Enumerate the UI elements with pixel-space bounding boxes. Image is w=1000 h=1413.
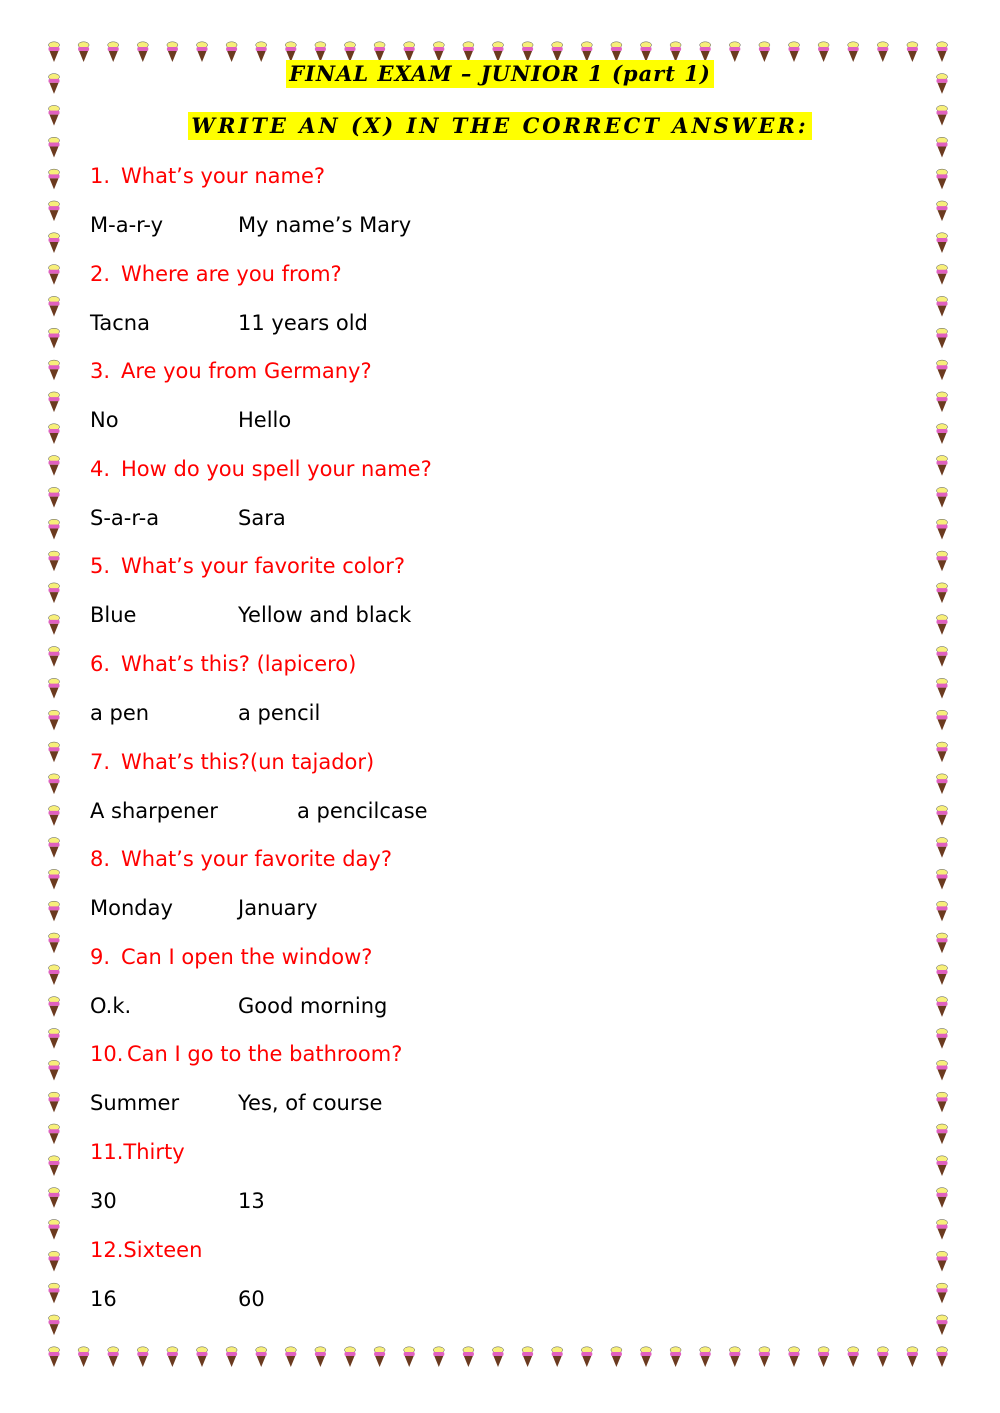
question-text: Sixteen xyxy=(123,1238,203,1262)
question-number: 8. xyxy=(90,847,111,871)
ice-cream-cone-icon xyxy=(374,42,385,62)
ice-cream-cone-icon xyxy=(937,615,948,635)
ice-cream-cone-icon xyxy=(49,328,60,348)
question-5 xyxy=(90,554,405,578)
question-6 xyxy=(90,652,356,676)
ice-cream-cone-icon xyxy=(937,1092,948,1112)
question-number: 9. xyxy=(90,945,111,969)
ice-cream-cone-icon xyxy=(552,42,563,62)
answer-option[interactable]: Blue xyxy=(90,603,137,627)
ice-cream-cone-icon xyxy=(49,838,60,858)
ice-cream-cone-icon xyxy=(49,774,60,794)
ice-cream-cone-icon xyxy=(937,487,948,507)
answer-option[interactable]: Yellow and black xyxy=(238,603,412,627)
ice-cream-cone-icon xyxy=(937,201,948,221)
ice-cream-cone-icon xyxy=(49,1060,60,1080)
ice-cream-cone-icon xyxy=(167,1347,178,1367)
answer-option[interactable]: Monday xyxy=(90,896,173,920)
instruction-text: WRITE AN (X) IN THE CORRECT ANSWER: xyxy=(188,112,811,140)
question-text: Can I go to the bathroom? xyxy=(127,1042,403,1066)
ice-cream-cone-icon xyxy=(937,296,948,316)
ice-cream-cone-icon xyxy=(49,997,60,1017)
ice-cream-cone-icon xyxy=(49,233,60,253)
ice-cream-cone-icon xyxy=(49,678,60,698)
ice-cream-cone-icon xyxy=(49,1315,60,1335)
ice-cream-cone-icon xyxy=(49,296,60,316)
ice-cream-cone-icon xyxy=(818,42,829,62)
ice-cream-cone-icon xyxy=(877,42,888,62)
ice-cream-cone-icon xyxy=(315,1347,326,1367)
question-text: How do you spell your name? xyxy=(121,457,432,481)
ice-cream-cone-icon xyxy=(937,647,948,667)
ice-cream-cone-icon xyxy=(433,1347,444,1367)
answer-option[interactable]: Hello xyxy=(238,408,292,432)
ice-cream-cone-icon xyxy=(404,1347,415,1367)
ice-cream-cone-icon xyxy=(49,1219,60,1239)
answer-option[interactable]: a pencilcase xyxy=(297,799,428,823)
ice-cream-cone-icon xyxy=(937,169,948,189)
ice-cream-cone-icon xyxy=(493,1347,504,1367)
ice-cream-cone-icon xyxy=(937,1188,948,1208)
question-number: 3. xyxy=(90,359,111,383)
ice-cream-cone-icon xyxy=(49,901,60,921)
ice-cream-cone-icon xyxy=(49,1347,60,1367)
ice-cream-cone-icon xyxy=(78,1347,89,1367)
ice-cream-cone-icon xyxy=(49,583,60,603)
ice-cream-cone-icon xyxy=(877,1347,888,1367)
ice-cream-cone-icon xyxy=(937,1315,948,1335)
ice-cream-cone-icon xyxy=(49,806,60,826)
ice-cream-cone-icon xyxy=(49,424,60,444)
ice-cream-cone-icon xyxy=(49,169,60,189)
answer-option[interactable]: S-a-r-a xyxy=(90,506,160,530)
answer-option[interactable]: 60 xyxy=(238,1287,265,1311)
ice-cream-cone-icon xyxy=(937,1060,948,1080)
ice-cream-cone-icon xyxy=(937,869,948,889)
ice-cream-cone-icon xyxy=(256,42,267,62)
ice-cream-cone-icon xyxy=(49,965,60,985)
question-7 xyxy=(90,750,374,774)
question-text: Are you from Germany? xyxy=(121,359,372,383)
ice-cream-cone-icon xyxy=(759,42,770,62)
ice-cream-cone-icon xyxy=(641,1347,652,1367)
ice-cream-cone-icon xyxy=(49,360,60,380)
ice-cream-cone-icon xyxy=(670,1347,681,1367)
ice-cream-cone-icon xyxy=(937,1347,948,1367)
ice-cream-cone-icon xyxy=(522,42,533,62)
ice-cream-cone-icon xyxy=(49,456,60,476)
ice-cream-cone-icon xyxy=(907,42,918,62)
ice-cream-cone-icon xyxy=(256,1347,267,1367)
answer-option[interactable]: My name’s Mary xyxy=(238,213,412,237)
ice-cream-cone-icon xyxy=(197,1347,208,1367)
question-4 xyxy=(90,457,432,481)
answer-option[interactable]: a pen xyxy=(90,701,150,725)
ice-cream-cone-icon xyxy=(49,933,60,953)
ice-cream-cone-icon xyxy=(937,806,948,826)
question-9 xyxy=(90,945,372,969)
ice-cream-cone-icon xyxy=(937,1156,948,1176)
ice-cream-cone-icon xyxy=(345,1347,356,1367)
ice-cream-cone-icon xyxy=(848,1347,859,1367)
ice-cream-cone-icon xyxy=(611,1347,622,1367)
answer-option[interactable]: January xyxy=(238,896,318,920)
question-number: 1. xyxy=(90,164,111,188)
ice-cream-cone-icon xyxy=(49,551,60,571)
question-text: What’s your favorite day? xyxy=(121,847,392,871)
ice-cream-cone-icon xyxy=(937,1251,948,1271)
ice-cream-cone-icon xyxy=(937,551,948,571)
ice-cream-cone-icon xyxy=(937,456,948,476)
ice-cream-cone-icon xyxy=(907,1347,918,1367)
question-2 xyxy=(90,262,342,286)
answer-option[interactable]: A sharpener xyxy=(90,799,218,823)
ice-cream-cone-icon xyxy=(700,1347,711,1367)
ice-cream-cone-icon xyxy=(789,42,800,62)
question-number: 5. xyxy=(90,554,111,578)
ice-cream-cone-icon xyxy=(937,583,948,603)
ice-cream-cone-icon xyxy=(729,1347,740,1367)
question-3 xyxy=(90,359,372,383)
ice-cream-cone-icon xyxy=(463,1347,474,1367)
ice-cream-cone-icon xyxy=(49,1124,60,1144)
ice-cream-cone-icon xyxy=(937,1283,948,1303)
question-number: 2. xyxy=(90,262,111,286)
ice-cream-cone-icon xyxy=(522,1347,533,1367)
answer-option[interactable]: a pencil xyxy=(238,701,321,725)
question-number: 12. xyxy=(90,1238,124,1262)
ice-cream-cone-icon xyxy=(729,42,740,62)
answer-option[interactable]: Good morning xyxy=(238,994,388,1018)
answer-option[interactable]: 30 xyxy=(90,1189,117,1213)
answer-option[interactable]: Summer xyxy=(90,1091,180,1115)
ice-cream-cone-icon xyxy=(374,1347,385,1367)
instruction-row xyxy=(0,112,1000,140)
ice-cream-cone-icon xyxy=(552,1347,563,1367)
ice-cream-cone-icon xyxy=(937,742,948,762)
ice-cream-cone-icon xyxy=(49,1283,60,1303)
ice-cream-cone-icon xyxy=(404,42,415,62)
question-text: What’s this? (lapicero) xyxy=(121,652,357,676)
ice-cream-cone-icon xyxy=(937,42,948,62)
answer-option[interactable]: M-a-r-y xyxy=(90,213,164,237)
question-number: 6. xyxy=(90,652,111,676)
question-10 xyxy=(90,1042,402,1066)
answer-option[interactable]: Tacna xyxy=(90,311,150,335)
ice-cream-cone-icon xyxy=(108,42,119,62)
ice-cream-cone-icon xyxy=(49,1029,60,1049)
question-text: Thirty xyxy=(123,1140,185,1164)
ice-cream-cone-icon xyxy=(49,265,60,285)
ice-cream-cone-icon xyxy=(49,869,60,889)
ice-cream-cone-icon xyxy=(345,42,356,62)
ice-cream-cone-icon xyxy=(581,42,592,62)
answer-option[interactable]: No xyxy=(90,408,119,432)
ice-cream-cone-icon xyxy=(49,392,60,412)
ice-cream-cone-icon xyxy=(49,1156,60,1176)
ice-cream-cone-icon xyxy=(937,265,948,285)
question-text: What’s your favorite color? xyxy=(121,554,406,578)
ice-cream-cone-icon xyxy=(937,933,948,953)
ice-cream-cone-icon xyxy=(937,233,948,253)
ice-cream-cone-icon xyxy=(433,42,444,62)
ice-cream-cone-icon xyxy=(49,201,60,221)
answer-option[interactable]: Sara xyxy=(238,506,286,530)
ice-cream-cone-icon xyxy=(848,42,859,62)
ice-cream-cone-icon xyxy=(493,42,504,62)
ice-cream-cone-icon xyxy=(937,710,948,730)
answer-option[interactable]: Yes, of course xyxy=(238,1091,383,1115)
ice-cream-cone-icon xyxy=(315,42,326,62)
ice-cream-cone-icon xyxy=(937,424,948,444)
ice-cream-cone-icon xyxy=(108,1347,119,1367)
ice-cream-cone-icon xyxy=(937,1219,948,1239)
ice-cream-cone-icon xyxy=(167,42,178,62)
ice-cream-cone-icon xyxy=(789,1347,800,1367)
ice-cream-cone-icon xyxy=(937,678,948,698)
question-11 xyxy=(90,1140,185,1164)
question-number: 4. xyxy=(90,457,111,481)
ice-cream-cone-icon xyxy=(285,1347,296,1367)
ice-cream-cone-icon xyxy=(49,42,60,62)
ice-cream-cone-icon xyxy=(49,1188,60,1208)
question-8 xyxy=(90,847,392,871)
ice-cream-cone-icon xyxy=(49,615,60,635)
ice-cream-cone-icon xyxy=(611,42,622,62)
question-text: Where are you from? xyxy=(121,262,342,286)
ice-cream-cone-icon xyxy=(137,1347,148,1367)
question-text: What’s this?(un tajador) xyxy=(121,750,375,774)
ice-cream-cone-icon xyxy=(937,1029,948,1049)
ice-cream-cone-icon xyxy=(197,42,208,62)
ice-cream-cone-icon xyxy=(937,392,948,412)
ice-cream-cone-icon xyxy=(49,519,60,539)
answer-option[interactable]: 11 years old xyxy=(238,311,368,335)
ice-cream-cone-icon xyxy=(937,519,948,539)
ice-cream-cone-icon xyxy=(937,774,948,794)
ice-cream-cone-icon xyxy=(49,137,60,157)
answer-option[interactable]: 13 xyxy=(238,1189,265,1213)
question-number: 7. xyxy=(90,750,111,774)
answer-option[interactable]: 16 xyxy=(90,1287,117,1311)
ice-cream-cone-icon xyxy=(937,901,948,921)
exam-title-row xyxy=(0,60,1000,88)
ice-cream-cone-icon xyxy=(700,42,711,62)
exam-title: FINAL EXAM – JUNIOR 1 (part 1) xyxy=(286,60,714,88)
ice-cream-cone-icon xyxy=(581,1347,592,1367)
question-number: 11. xyxy=(90,1140,124,1164)
question-text: What’s your name? xyxy=(121,164,326,188)
ice-cream-cone-icon xyxy=(49,710,60,730)
ice-cream-cone-icon xyxy=(463,42,474,62)
ice-cream-cone-icon xyxy=(759,1347,770,1367)
question-number: 10. xyxy=(90,1042,124,1066)
ice-cream-cone-icon xyxy=(937,328,948,348)
ice-cream-cone-icon xyxy=(937,965,948,985)
ice-cream-cone-icon xyxy=(285,42,296,62)
ice-cream-cone-icon xyxy=(49,487,60,507)
question-1 xyxy=(90,164,325,188)
ice-cream-cone-icon xyxy=(49,1092,60,1112)
ice-cream-cone-icon xyxy=(49,742,60,762)
ice-cream-cone-icon xyxy=(137,42,148,62)
ice-cream-cone-icon xyxy=(937,137,948,157)
ice-cream-cone-icon xyxy=(818,1347,829,1367)
ice-cream-cone-icon xyxy=(78,42,89,62)
ice-cream-cone-icon xyxy=(49,647,60,667)
ice-cream-cone-icon xyxy=(937,360,948,380)
ice-cream-cone-icon xyxy=(49,1251,60,1271)
question-12 xyxy=(90,1238,202,1262)
ice-cream-cone-icon xyxy=(937,1124,948,1144)
ice-cream-cone-icon xyxy=(226,42,237,62)
ice-cream-cone-icon xyxy=(641,42,652,62)
question-text: Can I open the window? xyxy=(121,945,373,969)
ice-cream-cone-icon xyxy=(937,838,948,858)
ice-cream-cone-icon xyxy=(670,42,681,62)
ice-cream-cone-icon xyxy=(937,997,948,1017)
answer-option[interactable]: O.k. xyxy=(90,994,132,1018)
ice-cream-cone-icon xyxy=(226,1347,237,1367)
